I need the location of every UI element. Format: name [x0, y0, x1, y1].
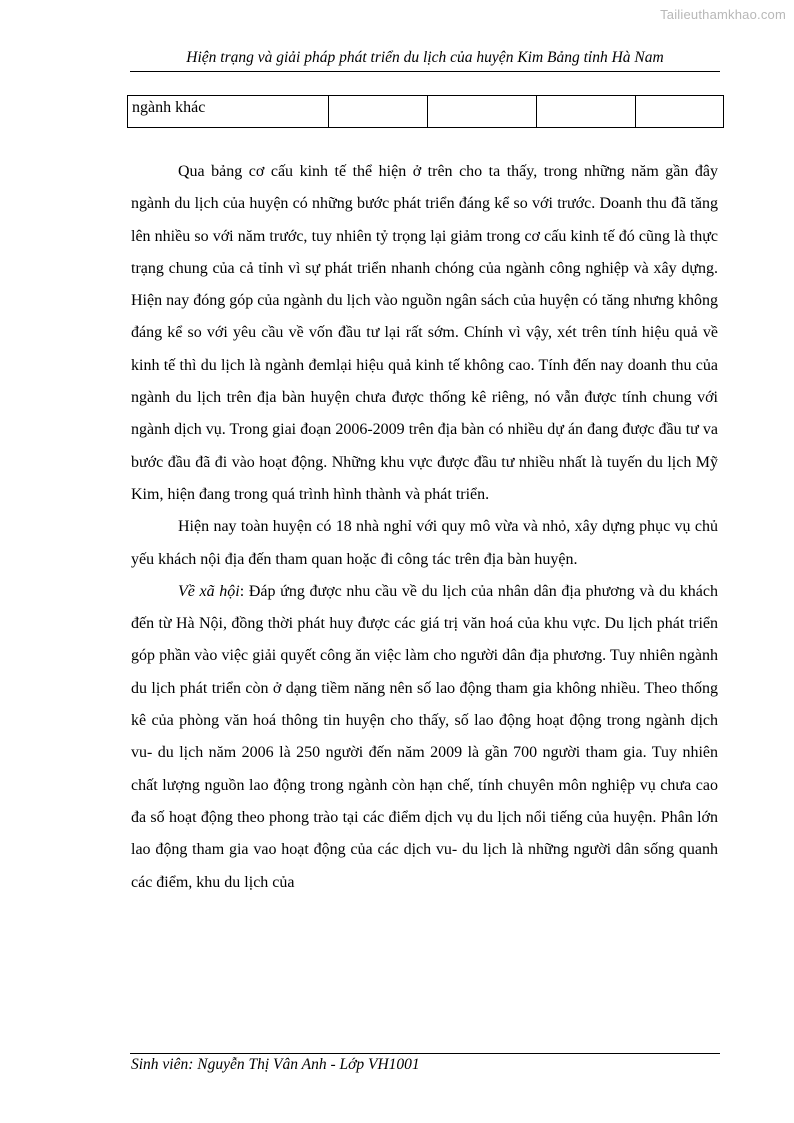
table-row: [128, 96, 724, 128]
table-cell-label: ngành khác: [128, 96, 329, 128]
table-cell: [329, 96, 428, 128]
paragraph-society: [131, 576, 718, 899]
page-footer: Sinh viên: Nguyễn Thị Vân Anh - Lớp VH1001: [131, 1056, 420, 1073]
society-text: : Đáp ứng được nhu cầu về du lịch của nhân dân địa phương và du khách đến từ Hà Nội, đồng thời phát huy được các giá trị văn hoá của khu vực. Du lịch phát triển góp phần vào việc giải quyết công ăn việc làm cho người dân địa phương. Tuy nhiên ngành du lịch phát triển còn ở dạng tiềm năng nên số lao động tham gia không nhiều. Theo thống kê của phòng văn hoá thông tin huyện cho thấy, số lao động hoạt động trong ngành dịch vu- du lịch năm 2006 là 250 người đến năm 2009 là gần 700 người tham gia. Tuy nhiên chất lượng nguồn lao động trong ngành còn hạn chế, tính chuyên môn nghiệp vụ chưa cao đa số hoạt động theo phong trào tại các điểm dịch vụ du lịch nổi tiếng của huyện. Phân lớn lao động tham gia vao hoạt động của các dịch vu- du lịch là những người dân sống quanh các điểm, khu du lịch của: [131, 582, 719, 891]
table-cell: [428, 96, 537, 128]
paragraph-guesthouses: Hiện nay toàn huyện có 18 nhà nghỉ với quy mô vừa và nhỏ, xây dựng phục vụ chủ yếu khách nội địa đến tham quan hoặc đi công tác trên địa bàn huyện.: [131, 518, 718, 568]
header-divider: [130, 71, 720, 72]
watermark: Tailieuthamkhao.com: [660, 7, 786, 22]
society-heading: Về xã hội: [178, 582, 240, 600]
table-cell: [636, 96, 724, 128]
economic-structure-table-fragment: [127, 95, 724, 128]
paragraph-economy: Qua bảng cơ cấu kinh tế thể hiện ở trên cho ta thấy, trong những năm gần đây ngành du lịch của huyện có những bước phát triển đáng kể so với trước. Doanh thu đã tăng lên nhiều so với năm trước, tuy nhiên tỷ trọng lại giảm trong cơ cấu kinh tế đó cũng là thực trạng chung của cả tỉnh vì sự phát triển nhanh chóng của ngành công nghiệp và xây dựng. Hiện nay đóng góp của ngành du lịch vào nguồn ngân sách của huyện có tăng nhưng không đáng kể so với yêu cầu về vốn đầu tư lại rất sớm. Chính vì vậy, xét trên tính hiệu quả về kinh tế thì du lịch là ngành đemlại hiệu quả kinh tế không cao. Tính đến nay doanh thu của ngành du lịch trên địa bàn huyện chưa được thống kê riêng, nó vẫn được tính chung với ngành dịch vụ. Trong giai đoạn 2006-2009 trên địa bàn có nhiều dự án đang được đầu tư va bước đầu đã đi vào hoạt động. Những khu vực được đầu tư nhiều nhất là tuyến du lịch Mỹ Kim, hiện đang trong quá trình hình thành và phát triển.: [131, 163, 718, 503]
body-text: [131, 156, 718, 899]
footer-divider: [130, 1053, 720, 1054]
page-header-title: Hiện trạng và giải pháp phát triển du lịch của huyện Kim Bảng tỉnh Hà Nam: [186, 49, 664, 66]
table-cell: [537, 96, 636, 128]
